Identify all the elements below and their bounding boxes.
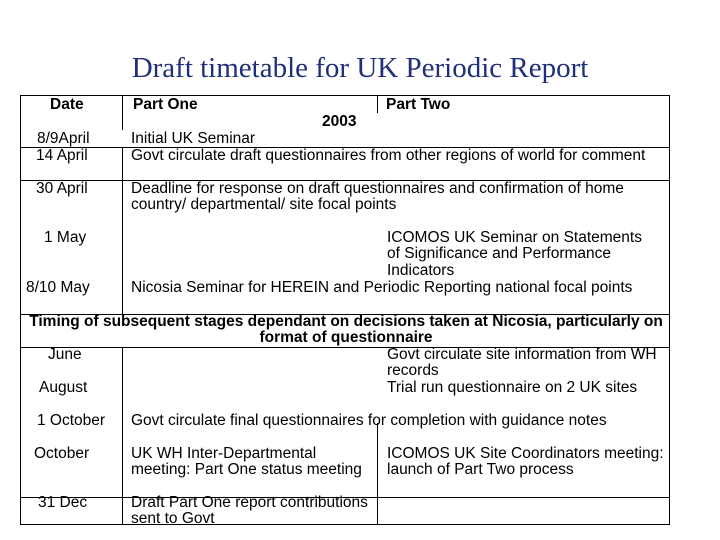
- year-label: 2003: [322, 113, 357, 130]
- grid-line: [122, 347, 123, 525]
- row-part-two: Govt circulate site information from WH records: [387, 346, 657, 380]
- row-part-two: Trial run questionnaire on 2 UK sites: [387, 379, 638, 396]
- row-date: October: [34, 445, 90, 462]
- row-date: August: [39, 379, 88, 396]
- header-part-two: Part Two: [386, 96, 451, 113]
- row-part-one: Govt circulate draft questionnaires from other regions of world for comment: [131, 147, 646, 164]
- row-date: June: [48, 346, 82, 363]
- row-part-one: Deadline for response on draft questionnaires and confirmation of home country/ departmental/ site focal points: [131, 180, 624, 214]
- row-part-one: Govt circulate final questionnaires for completion with guidance notes: [131, 412, 607, 429]
- row-part-one: UK WH Inter-Departmental meeting: Part One status meeting: [131, 445, 362, 479]
- row-date: 14 April: [36, 147, 88, 164]
- row-part-two: ICOMOS UK Site Coordinators meeting: launch of Part Two process: [387, 445, 664, 479]
- grid-line: [377, 423, 378, 525]
- grid-line: [122, 147, 123, 314]
- row-date: 1 October: [36, 412, 106, 429]
- timing-note: Timing of subsequent stages dependant on decisions taken at Nicosia, particularly on format of questionnaire: [29, 313, 663, 347]
- row-part-two: ICOMOS UK Seminar on Statements of Significance and Performance Indicators: [387, 229, 642, 279]
- row-part-one: Nicosia Seminar for HEREIN and Periodic Reporting national focal points: [131, 279, 633, 296]
- header-date: Date: [50, 96, 84, 113]
- row-date: 1 May: [44, 229, 87, 246]
- row-date: 8/9April: [37, 130, 90, 147]
- timetable: [20, 95, 670, 528]
- page-title: Draft timetable for UK Periodic Report: [131, 52, 589, 84]
- grid-line: [122, 96, 123, 130]
- header-part-one: Part One: [133, 96, 198, 113]
- row-date: 30 April: [36, 180, 88, 197]
- row-part-one: Initial UK Seminar: [131, 130, 256, 147]
- row-part-one: Draft Part One report contributions sent to Govt: [131, 494, 368, 528]
- grid-line: [377, 96, 378, 113]
- row-date: 8/10 May: [26, 279, 90, 296]
- row-date: 31 Dec: [38, 494, 88, 511]
